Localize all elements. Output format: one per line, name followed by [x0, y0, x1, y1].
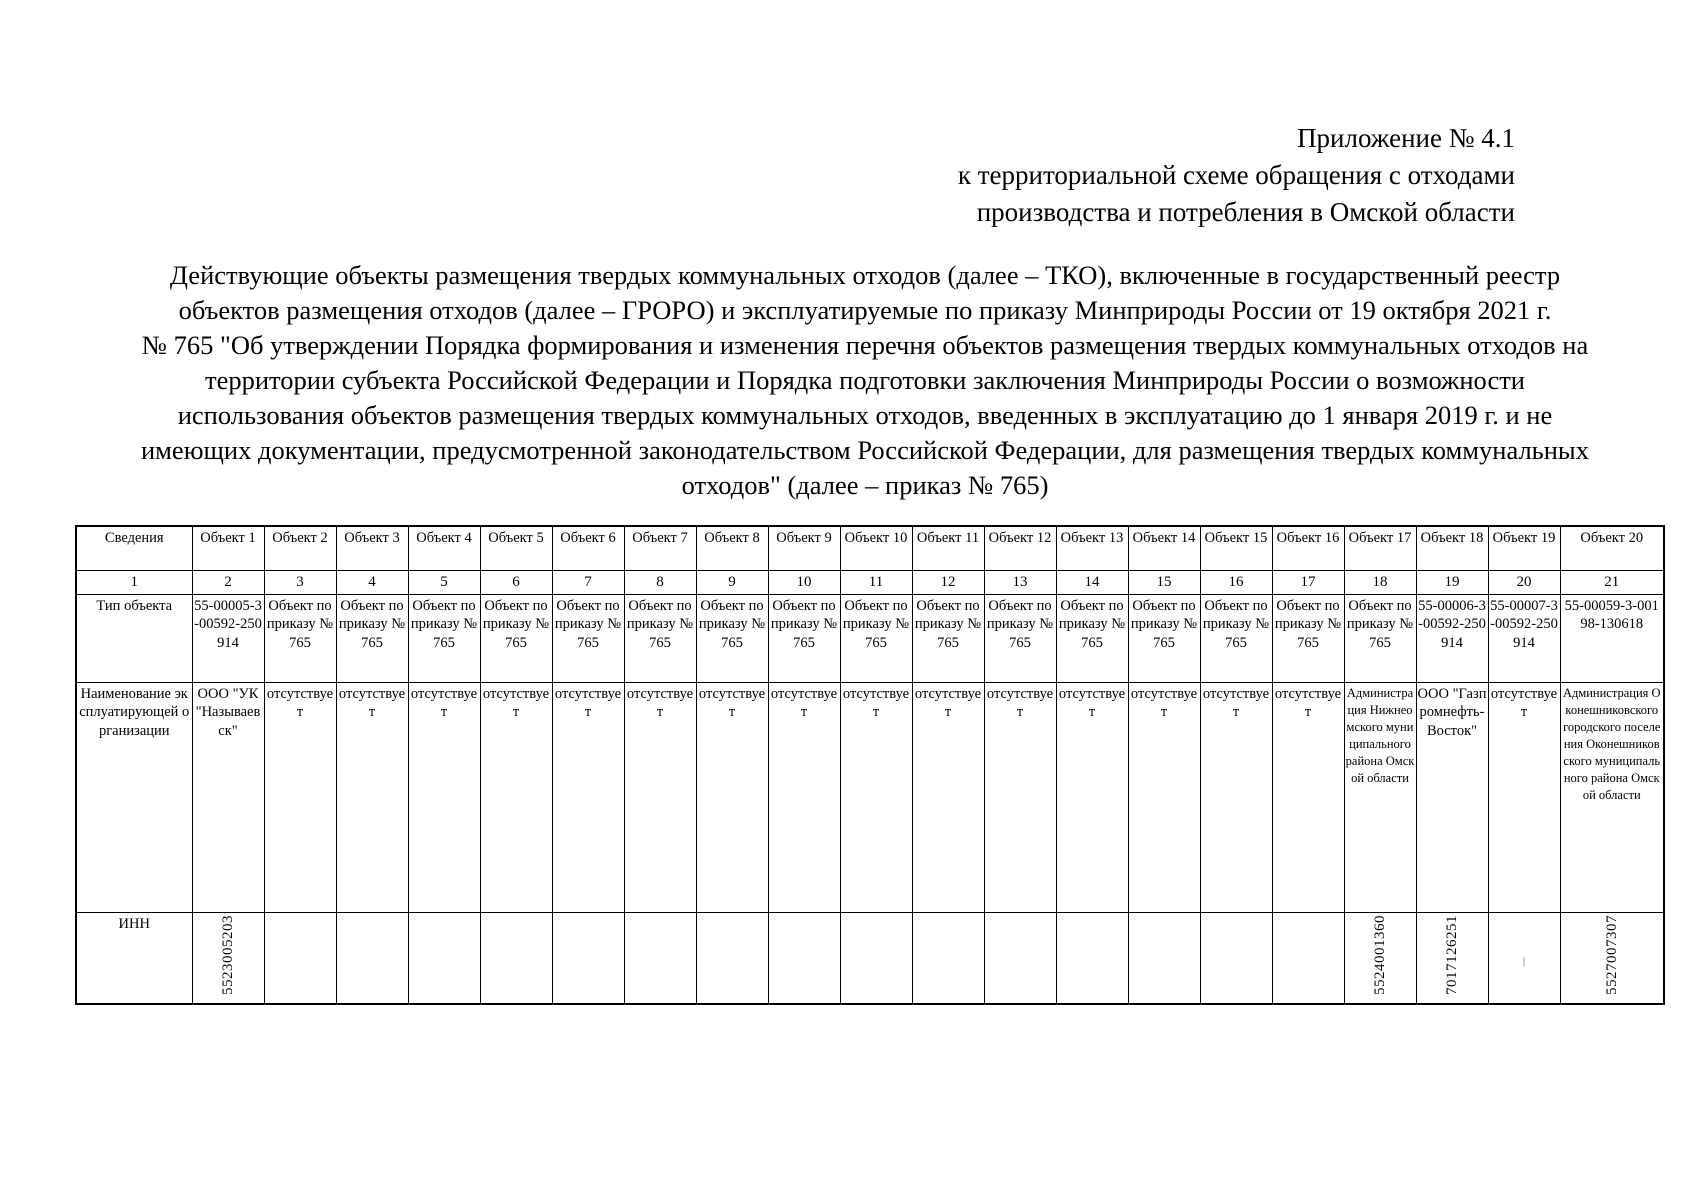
title-line: № 765 "Об утверждении Порядка формирования и изменения перечня объектов размещения твердых коммунальных отходов на [141, 330, 1589, 360]
row-label-operator: Наименование эксплуатирующей организации [76, 682, 192, 912]
header-cell: Объект 10 [840, 526, 912, 570]
waste-objects-table [75, 525, 1665, 1005]
header-cell: Объект 15 [1200, 526, 1272, 570]
header-cell: Объект 13 [1056, 526, 1128, 570]
column-number: 2 [192, 570, 264, 594]
operator-row [76, 682, 1664, 912]
object-type-cell: Объект по приказу № 765 [552, 594, 624, 682]
column-number: 12 [912, 570, 984, 594]
operator-cell: отсутствует [1200, 682, 1272, 912]
object-type-cell: Объект по приказу № 765 [696, 594, 768, 682]
object-type-cell: Объект по приказу № 765 [768, 594, 840, 682]
inn-cell [408, 912, 480, 1004]
column-number: 1 [76, 570, 192, 594]
inn-value: 5527007307 [1603, 914, 1620, 995]
object-type-cell: Объект по приказу № 765 [408, 594, 480, 682]
header-cell: Объект 18 [1416, 526, 1488, 570]
header-cell: Объект 3 [336, 526, 408, 570]
inn-cell [768, 912, 840, 1004]
header-cell: Объект 11 [912, 526, 984, 570]
title-line: территории субъекта Российской Федерации и Порядка подготовки заключения Минприроды России о возможности [205, 365, 1525, 395]
operator-cell: отсутствует [480, 682, 552, 912]
inn-cell [480, 912, 552, 1004]
column-number: 7 [552, 570, 624, 594]
inn-cell [696, 912, 768, 1004]
header-cell: Объект 19 [1488, 526, 1560, 570]
column-number: 3 [264, 570, 336, 594]
operator-cell: отсутствует [768, 682, 840, 912]
header-cell: Объект 4 [408, 526, 480, 570]
column-number: 15 [1128, 570, 1200, 594]
inn-cell [1056, 912, 1128, 1004]
object-type-cell: Объект по приказу № 765 [1272, 594, 1344, 682]
inn-cell [1128, 912, 1200, 1004]
column-number: 19 [1416, 570, 1488, 594]
inn-cell [984, 912, 1056, 1004]
header-cell: Объект 5 [480, 526, 552, 570]
header-cell: Объект 2 [264, 526, 336, 570]
operator-cell: отсутствует [1272, 682, 1344, 912]
header-cell: Объект 12 [984, 526, 1056, 570]
inn-cell [624, 912, 696, 1004]
operator-cell: отсутствует [696, 682, 768, 912]
registry-number-cell: 55-00007-3-00592-250914 [1488, 594, 1560, 682]
header-cell: Объект 8 [696, 526, 768, 570]
stray-mark: | [1522, 955, 1525, 967]
operator-cell: отсутствует [264, 682, 336, 912]
title-line: имеющих документации, предусмотренной законодательством Российской Федерации, для размещения твердых коммунальных [140, 435, 1589, 465]
column-number: 10 [768, 570, 840, 594]
header-cell: Объект 6 [552, 526, 624, 570]
object-type-cell: Объект по приказу № 765 [1056, 594, 1128, 682]
inn-cell [192, 912, 264, 1004]
inn-cell [1416, 912, 1488, 1004]
header-cell: Объект 16 [1272, 526, 1344, 570]
operator-cell: отсутствует [912, 682, 984, 912]
operator-cell: Администрация Оконешниковского городского поселения Оконешниковского муниципального района Омской области [1560, 682, 1664, 912]
object-type-cell: Объект по приказу № 765 [840, 594, 912, 682]
column-number: 13 [984, 570, 1056, 594]
column-number: 8 [624, 570, 696, 594]
column-number: 14 [1056, 570, 1128, 594]
object-type-row [76, 594, 1664, 682]
column-number: 17 [1272, 570, 1344, 594]
row-label-inn: ИНН [76, 912, 192, 1004]
header-cell: Объект 1 [192, 526, 264, 570]
appendix-number: Приложение № 4.1 [1297, 123, 1515, 153]
inn-cell [552, 912, 624, 1004]
operator-cell: ООО "Газпромнефть-Восток" [1416, 682, 1488, 912]
inn-cell [1272, 912, 1344, 1004]
operator-cell: отсутствует [1056, 682, 1128, 912]
inn-value: 7017126251 [1443, 914, 1460, 995]
operator-cell: отсутствует [1128, 682, 1200, 912]
object-type-cell: Объект по приказу № 765 [1200, 594, 1272, 682]
inn-cell [912, 912, 984, 1004]
column-number: 5 [408, 570, 480, 594]
title-line: отходов" (далее – приказ № 765) [681, 470, 1049, 500]
operator-cell: отсутствует [408, 682, 480, 912]
column-number: 4 [336, 570, 408, 594]
header-cell: Объект 7 [624, 526, 696, 570]
column-number: 6 [480, 570, 552, 594]
inn-cell [264, 912, 336, 1004]
inn-cell [1200, 912, 1272, 1004]
column-number: 21 [1560, 570, 1664, 594]
header-cell: Объект 17 [1344, 526, 1416, 570]
operator-cell: отсутствует [840, 682, 912, 912]
title-line: Действующие объекты размещения твердых коммунальных отходов (далее – ТКО), включенные в государственный реестр [169, 260, 1561, 290]
inn-cell [1344, 912, 1416, 1004]
header-cell: Объект 20 [1560, 526, 1664, 570]
inn-row [76, 912, 1664, 1004]
inn-cell [840, 912, 912, 1004]
object-type-cell: Объект по приказу № 765 [1128, 594, 1200, 682]
object-type-cell: Объект по приказу № 765 [984, 594, 1056, 682]
operator-cell: ООО "УК "Называевск" [192, 682, 264, 912]
operator-cell: отсутствует [1488, 682, 1560, 912]
object-type-cell: Объект по приказу № 765 [912, 594, 984, 682]
column-number: 11 [840, 570, 912, 594]
header-cell: Объект 9 [768, 526, 840, 570]
appendix-subtitle-line-1: к территориальной схеме обращения с отходами [957, 160, 1515, 190]
operator-cell: отсутствует [624, 682, 696, 912]
object-type-cell: Объект по приказу № 765 [624, 594, 696, 682]
header-cell: Объект 14 [1128, 526, 1200, 570]
title-line: использования объектов размещения твердых коммунальных отходов, введенных в эксплуатацию до 1 января 2019 г. и не [177, 400, 1553, 430]
title-line: объектов размещения отходов (далее – ГРОРО) и эксплуатируемые по приказу Минприроды России от 19 октября 2021 г. [178, 295, 1552, 325]
object-type-cell: Объект по приказу № 765 [480, 594, 552, 682]
column-number: 18 [1344, 570, 1416, 594]
object-type-cell: Объект по приказу № 765 [1344, 594, 1416, 682]
registry-number-cell: 55-00059-3-00198-130618 [1560, 594, 1664, 682]
operator-cell: Администрация Нижнеомского муниципального района Омской области [1344, 682, 1416, 912]
appendix-heading [815, 120, 1515, 231]
column-number: 9 [696, 570, 768, 594]
registry-number-cell: 55-00006-3-00592-250914 [1416, 594, 1488, 682]
operator-cell: отсутствует [984, 682, 1056, 912]
column-number: 16 [1200, 570, 1272, 594]
inn-cell [1488, 912, 1560, 1004]
inn-value: 5524001360 [1371, 914, 1388, 995]
column-number: 20 [1488, 570, 1560, 594]
column-number-row [76, 570, 1664, 594]
inn-cell [1560, 912, 1664, 1004]
document-title [70, 258, 1660, 503]
inn-cell [336, 912, 408, 1004]
object-type-cell: Объект по приказу № 765 [264, 594, 336, 682]
row-label-type: Тип объекта [76, 594, 192, 682]
registry-number-cell: 55-00005-3-00592-250914 [192, 594, 264, 682]
object-type-cell: Объект по приказу № 765 [336, 594, 408, 682]
inn-value: 5523005203 [219, 914, 236, 995]
appendix-subtitle-line-2: производства и потребления в Омской области [976, 197, 1515, 227]
operator-cell: отсутствует [552, 682, 624, 912]
operator-cell: отсутствует [336, 682, 408, 912]
header-cell: Сведения [76, 526, 192, 570]
header-row [76, 526, 1664, 570]
